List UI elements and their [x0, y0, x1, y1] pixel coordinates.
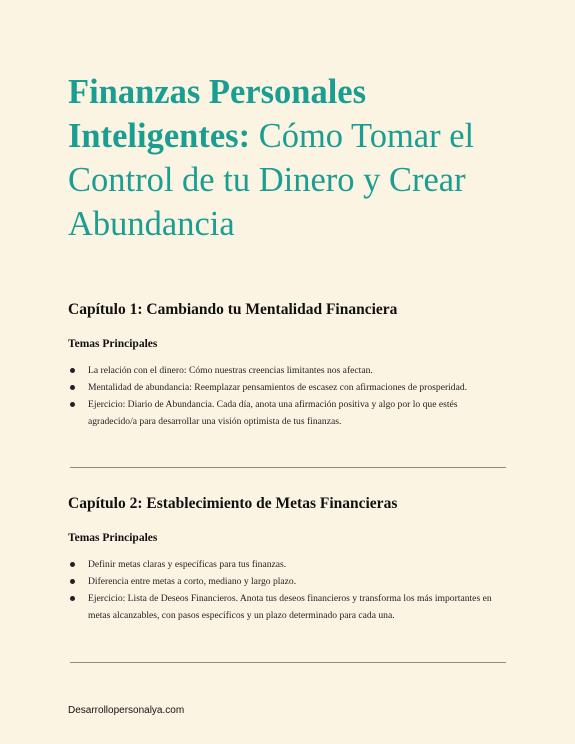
page-title-bold: Finanzas Personales Inteligentes: [68, 73, 367, 155]
chapter-2-topic-list [68, 556, 508, 624]
section-divider [70, 662, 506, 663]
list-item [68, 362, 508, 379]
bullet-icon [70, 596, 75, 601]
list-item-text: Mentalidad de abundancia: Reemplazar pensamientos de escasez con afirmaciones de prosperidad. [88, 382, 468, 393]
bullet-icon [70, 385, 75, 390]
bullet-icon [70, 562, 75, 567]
chapter-2-subheading: Temas Principales [68, 532, 158, 544]
chapter-2 [68, 494, 508, 624]
list-item [68, 556, 508, 573]
bullet-icon [70, 402, 75, 407]
page-title [68, 70, 538, 246]
list-item-text: Definir metas claras y específicas para tus finanzas. [88, 559, 287, 570]
section-divider [70, 467, 506, 468]
chapter-1 [68, 300, 508, 430]
list-item [68, 590, 508, 624]
chapter-1-subheading: Temas Principales [68, 338, 158, 350]
list-item [68, 396, 508, 430]
list-item [68, 379, 508, 396]
footer-website: Desarrollopersonalya.com [68, 705, 185, 716]
page-title-rest: Cómo Tomar el Control de tu Dinero y Crear Abundancia [68, 117, 475, 243]
list-item-text: Ejercicio: Diario de Abundancia. Cada día, anota una afirmación positiva y algo por lo que estés agradecido/a para desarrollar una visión optimista de tus finanzas. [88, 399, 458, 427]
chapter-1-topic-list [68, 362, 508, 430]
list-item-text: Ejercicio: Lista de Deseos Financieros. Anota tus deseos financieros y transforma los más importantes en metas alcanzables, con pasos específicos y un plazo determinado para cada una. [88, 593, 492, 621]
list-item-text: La relación con el dinero: Cómo nuestras creencias limitantes nos afectan. [88, 365, 373, 376]
bullet-icon [70, 368, 75, 373]
list-item [68, 573, 508, 590]
list-item-text: Diferencia entre metas a corto, mediano y largo plazo. [88, 576, 297, 587]
chapter-2-heading: Capítulo 2: Establecimiento de Metas Financieras [68, 495, 398, 512]
bullet-icon [70, 579, 75, 584]
chapter-1-heading: Capítulo 1: Cambiando tu Mentalidad Financiera [68, 301, 398, 318]
